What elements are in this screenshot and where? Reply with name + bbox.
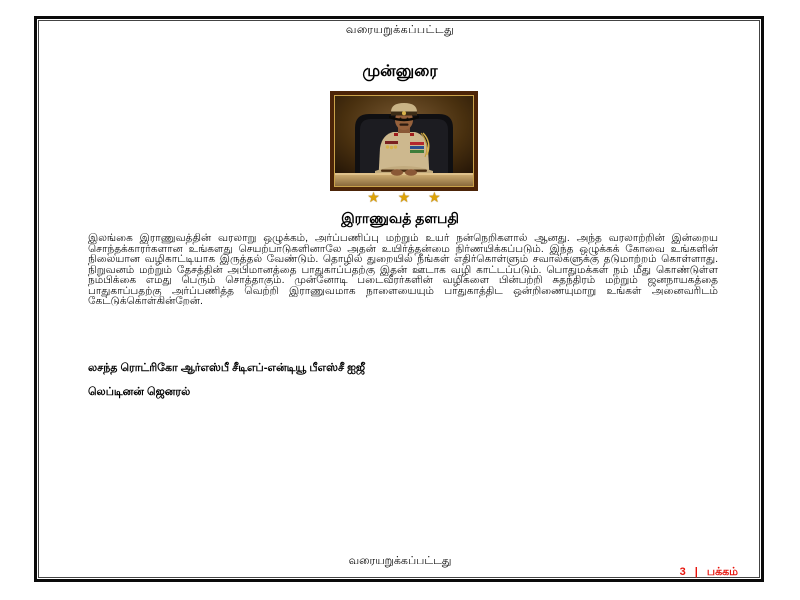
signature-rank: லெப்டினன் ஜெனரல் xyxy=(88,386,191,398)
signature-name: லசந்த ரொட்ரிகோ ஆர்எஸ்பீ சீடிஎப்-என்டியூ பீஎஸ்சீ ஐஜீ xyxy=(88,362,366,374)
rank-stars: ★ ★ ★ xyxy=(367,189,448,205)
commander-portrait-image xyxy=(335,96,473,186)
page-title: முன்னுரை xyxy=(362,63,438,80)
page-number: 3 | பக்கம் xyxy=(679,566,738,578)
classification-header: வரையறுக்கப்பட்டது xyxy=(345,24,455,36)
commander-photo xyxy=(330,91,478,191)
classification-footer: வரையறுக்கப்பட்டது xyxy=(348,555,452,567)
preface-paragraph: இலங்கை இராணுவத்தின் வரலாறு ஒழுக்கம், அர்ப்பணிப்பு மற்றும் உயர் நன்நெறிகளால் ஆனது. அந்த வரலாற்றின் இன்றைய சொந்தக்காரர்களான உங்களது செயற்பாடுகளினாலே அதன் உயிர்த்தன்மை நிர்ணயிக்கப்படும். இந்த ஒழுக்கக் கோவை உங்களின் நிலையான வழிகாட்டியாக இருத்தல் வேண்டும். தொழில் துறையில் நீங்கள் எதிர்கொள்ளும் சவால்களுக்கு தடுமாற்றம் கொள்ளாது. நிறுவனம் மற்றும் தேசத்தின் அபிமானத்தை பாதுகாப்பதற்கு இதன் ஊடாக வழி காட்டப்படும். பொதுமக்கள் நம் மீது கொண்டுள்ள நம்பிக்கை எமது பெரும் சொத்தாகும். முன்னோடி படைவீரர்களின் வழிகளை பின்பற்றி சுதந்திரம் மற்றும் ஜனநாயகத்தை பாதுகாப்பதற்கு அர்ப்பணித்த வெற்றி இராணுவமாக நாளையையும் பாதுகாத்திட ஒன்றிணையுமாறு உங்கள் அனைவரிடம் கேட்டுக்கொள்கின்றேன். xyxy=(88,232,718,307)
commander-title: இராணுவத் தளபதி xyxy=(341,210,459,226)
